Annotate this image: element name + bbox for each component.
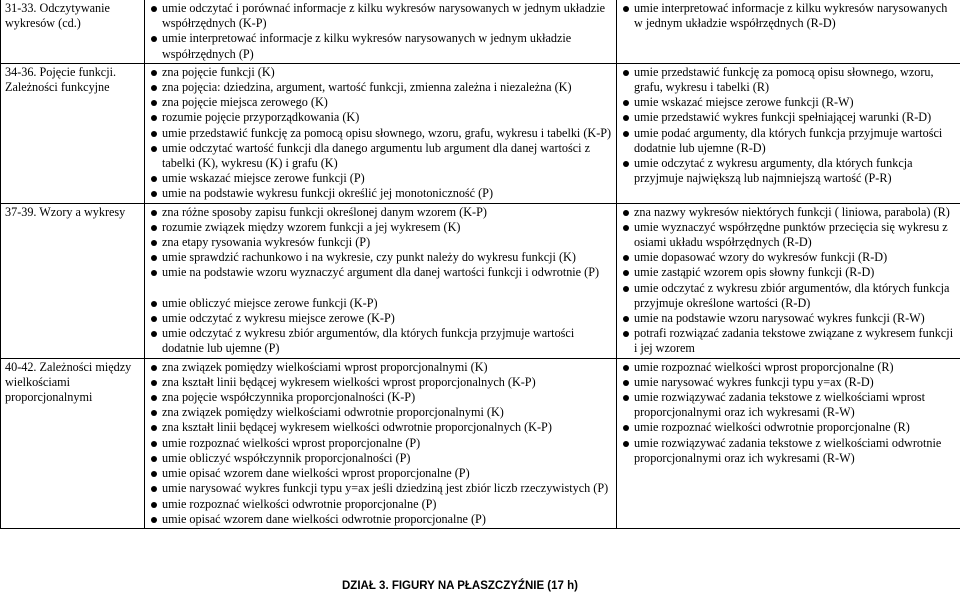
requirement-list bbox=[149, 360, 613, 527]
extended-requirements-cell bbox=[617, 358, 960, 528]
extended-requirements-cell bbox=[617, 63, 960, 203]
requirement-item: umie odczytać i porównać informacje z kilku wykresów narysowanych w jednym układzie współrzędnych (K-P) bbox=[149, 1, 613, 31]
requirement-list bbox=[149, 1, 613, 62]
requirement-item: umie obliczyć miejsce zerowe funkcji (K-P) bbox=[149, 296, 613, 311]
requirement-item: umie rozpoznać wielkości wprost proporcjonalne (P) bbox=[149, 436, 613, 451]
requirement-item: zna różne sposoby zapisu funkcji określonej danym wzorem (K-P) bbox=[149, 205, 613, 220]
requirement-item: umie przedstawić funkcję za pomocą opisu słownego, wzoru, grafu, wykresu i tabelki (R) bbox=[621, 65, 957, 95]
requirement-item: umie przedstawić wykres funkcji spełniającej warunki (R-D) bbox=[621, 110, 957, 125]
requirement-list bbox=[621, 360, 957, 466]
requirement-item: umie rozwiązywać zadania tekstowe z wielkościami wprost proporcjonalnymi oraz ich wykresami (R-W) bbox=[621, 390, 957, 420]
requirement-item: umie narysować wykres funkcji typu y=ax (R-D) bbox=[621, 375, 957, 390]
requirement-item: umie obliczyć współczynnik proporcjonalności (P) bbox=[149, 451, 613, 466]
requirement-item: umie na podstawie wzoru wyznaczyć argument dla danej wartości funkcji i odwrotnie (P) bbox=[149, 265, 613, 280]
topic-cell: 37-39. Wzory a wykresy bbox=[1, 203, 145, 358]
requirement-item: rozumie związek między wzorem funkcji a jej wykresem (K) bbox=[149, 220, 613, 235]
requirement-item: umie odczytać z wykresu miejsce zerowe (K-P) bbox=[149, 311, 613, 326]
requirement-item: umie narysować wykres funkcji typu y=ax jeśli dziedziną jest zbiór liczb rzeczywistych (P) bbox=[149, 481, 613, 496]
curriculum-row bbox=[1, 63, 960, 203]
requirement-item: zna pojęcie miejsca zerowego (K) bbox=[149, 95, 613, 110]
requirement-item: umie interpretować informacje z kilku wykresów narysowanych w jednym układzie współrzędnych (P) bbox=[149, 31, 613, 61]
requirement-item: umie interpretować informacje z kilku wykresów narysowanych w jednym układzie współrzędnych (R-D) bbox=[621, 1, 957, 31]
requirement-item: umie dopasować wzory do wykresów funkcji (R-D) bbox=[621, 250, 957, 265]
requirement-list bbox=[149, 65, 613, 202]
basic-requirements-cell bbox=[145, 358, 617, 528]
requirement-item: rozumie pojęcie przyporządkowania (K) bbox=[149, 110, 613, 125]
basic-requirements-cell bbox=[145, 0, 617, 63]
topic-cell: 34-36. Pojęcie funkcji. Zależności funkcyjne bbox=[1, 63, 145, 203]
requirement-item: umie na podstawie wykresu funkcji określić jej monotoniczność (P) bbox=[149, 186, 613, 201]
requirement-item: zna związek pomiędzy wielkościami wprost proporcjonalnymi (K) bbox=[149, 360, 613, 375]
requirement-item: zna kształt linii będącej wykresem wielkości odwrotnie proporcjonalnych (K-P) bbox=[149, 420, 613, 435]
requirement-list bbox=[149, 205, 613, 281]
group-spacer bbox=[149, 281, 613, 296]
topic-cell: 31-33. Odczytywanie wykresów (cd.) bbox=[1, 0, 145, 63]
requirement-item: umie rozpoznać wielkości odwrotnie proporcjonalne (P) bbox=[149, 497, 613, 512]
requirement-item: umie wskazać miejsce zerowe funkcji (R-W) bbox=[621, 95, 957, 110]
requirement-list bbox=[621, 1, 957, 31]
requirement-item: umie odczytać wartość funkcji dla danego argumentu lub argument dla danej wartości z tabelki (K), wykresu (K) i grafu (K) bbox=[149, 141, 613, 171]
curriculum-row bbox=[1, 358, 960, 528]
requirement-item: zna pojęcia: dziedzina, argument, wartość funkcji, zmienna zależna i niezależna (K) bbox=[149, 80, 613, 95]
requirement-item: umie rozpoznać wielkości wprost proporcjonalne (R) bbox=[621, 360, 957, 375]
curriculum-table-body bbox=[1, 0, 960, 528]
requirement-item: umie rozwiązywać zadania tekstowe z wielkościami odwrotnie proporcjonalnymi oraz ich wykresami (R-W) bbox=[621, 436, 957, 466]
requirement-item: umie odczytać z wykresu zbiór argumentów, dla których funkcja przyjmuje wartości dodatnie lub ujemne (P) bbox=[149, 326, 613, 356]
requirement-item: umie sprawdzić rachunkowo i na wykresie, czy punkt należy do wykresu funkcji (K) bbox=[149, 250, 613, 265]
section-heading: DZIAŁ 3. FIGURY NA PŁASZCZYŹNIE (17 h) bbox=[342, 580, 578, 592]
requirement-item: umie przedstawić funkcję za pomocą opisu słownego, wzoru, grafu, wykresu i tabelki (K-P) bbox=[149, 126, 613, 141]
requirement-item: potrafi rozwiązać zadania tekstowe związane z wykresem funkcji i jej wzorem bbox=[621, 326, 957, 356]
requirement-item: zna nazwy wykresów niektórych funkcji ( liniowa, parabola) (R) bbox=[621, 205, 957, 220]
requirement-item: zna związek pomiędzy wielkościami odwrotnie proporcjonalnymi (K) bbox=[149, 405, 613, 420]
curriculum-row bbox=[1, 0, 960, 63]
curriculum-row bbox=[1, 203, 960, 358]
requirement-item: umie odczytać z wykresu argumenty, dla których funkcja przyjmuje największą lub najmniejszą wartość (P-R) bbox=[621, 156, 957, 186]
requirement-item: umie opisać wzorem dane wielkości wprost proporcjonalne (P) bbox=[149, 466, 613, 481]
requirement-item: zna pojęcie współczynnika proporcjonalności (K-P) bbox=[149, 390, 613, 405]
requirement-item: umie opisać wzorem dane wielkości odwrotnie proporcjonalne (P) bbox=[149, 512, 613, 527]
basic-requirements-cell bbox=[145, 203, 617, 358]
requirement-item: zna etapy rysowania wykresów funkcji (P) bbox=[149, 235, 613, 250]
requirement-item: umie rozpoznać wielkości odwrotnie proporcjonalne (R) bbox=[621, 420, 957, 435]
requirement-item: umie wyznaczyć współrzędne punktów przecięcia się wykresu z osiami układu współrzędnych (R-D) bbox=[621, 220, 957, 250]
requirement-item: zna kształt linii będącej wykresem wielkości wprost proporcjonalnych (K-P) bbox=[149, 375, 613, 390]
topic-cell: 40-42. Zależności między wielkościami proporcjonalnymi bbox=[1, 358, 145, 528]
requirement-item: umie na podstawie wzoru narysować wykres funkcji (R-W) bbox=[621, 311, 957, 326]
requirement-list bbox=[621, 205, 957, 357]
extended-requirements-cell bbox=[617, 0, 960, 63]
basic-requirements-cell bbox=[145, 63, 617, 203]
requirement-list bbox=[621, 65, 957, 187]
extended-requirements-cell bbox=[617, 203, 960, 358]
requirement-item: umie zastąpić wzorem opis słowny funkcji (R-D) bbox=[621, 265, 957, 280]
requirement-item: zna pojęcie funkcji (K) bbox=[149, 65, 613, 80]
requirement-list bbox=[149, 296, 613, 357]
requirement-item: umie wskazać miejsce zerowe funkcji (P) bbox=[149, 171, 613, 186]
requirement-item: umie odczytać z wykresu zbiór argumentów, dla których funkcja przyjmuje określone wartości (R-D) bbox=[621, 281, 957, 311]
requirement-item: umie podać argumenty, dla których funkcja przyjmuje wartości dodatnie lub ujemne (R-D) bbox=[621, 126, 957, 156]
